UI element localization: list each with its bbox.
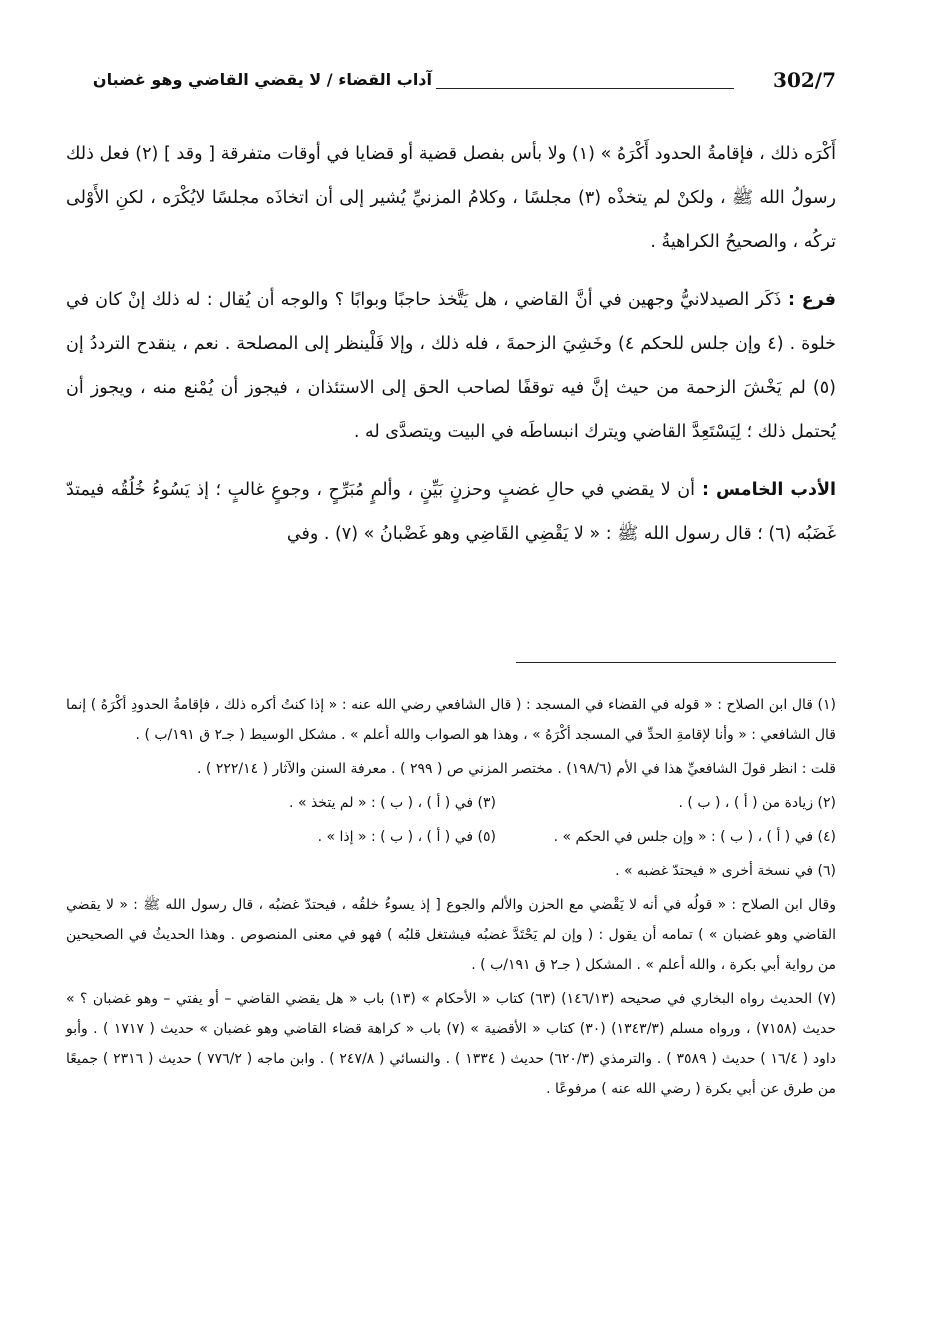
footnote: (٢) زيادة من ( أ ) ، ( ب ) . xyxy=(678,795,836,811)
paragraph-text: أن لا يقضي في حالِ غضبٍ وحزنٍ بَيِّنٍ ، وألمٍ مُبَرِّحٍ ، وجوعٍ غالبٍ ؛ إذ يَسُوءُ خُلُقُه فيمتدّ غَضَبُه (٦) ؛ قال رسول الله ﷺ : « لا يَقْضِي القَاضِي وهو غَضْبانُ » (٧) . وفي xyxy=(66,480,836,544)
footnote: (٤) في ( أ ) ، ( ب ) : « وإن جلس في الحكم » . xyxy=(553,829,836,845)
footnote: (٣) في ( أ ) ، ( ب ) : « لم يتخذ » . xyxy=(289,795,496,811)
footnote: (٥) في ( أ ) ، ( ب ) : « إذا » . xyxy=(317,829,496,845)
main-text xyxy=(66,132,836,570)
paragraph-text: ذَكَر الصيدلانيُّ وجهين في أنَّ القاضي ، هل يَتَّخذ حاجبًا وبوابًا ؟ والوجه أن يُقال : له ذلك إنْ كان في خلوة . (٤ وإن جلس للحكم ٤) وخَشِيَ الزحمةَ ، فله ذلك ، وإلا فَلْينظر إلى المصلحة . نعم ، ينقدح الترددُ إن (٥) لم يَخْشَ الزحمة من حيث إنَّ فيه توقفًا لصاحب الحق إلى الاستئذان ، فيجوز أن يُمْنع منه ، ويجوز أن يُحتمل ذلك ؛ لِيَسْتَعِدَّ القاضي ويترك انبساطَه في البيت ويتصدَّى له . xyxy=(66,290,836,442)
paragraph xyxy=(66,132,836,264)
paragraph-lead: فرع : xyxy=(781,290,836,310)
footnote: (٧) الحديث رواه البخاري في صحيحه (١٤٦/١٣) (٦٣) كتاب « الأحكام » (١٣) باب « هل يقضي القاضي – أو يفتي – وهو غضبان ؟ » حديث (٧١٥٨) ، ورواه مسلم (١٣٤٣/٣) (٣٠) كتاب « الأقضية » (٧) باب « كراهة قضاء القاضي وهو غضبان » حديث ( ١٧١٧ ) . وأبو داود ( ١٦/٤ ) حديث ( ٣٥٨٩ ) . والترمذي (٦٢٠/٣) حديث ( ١٣٣٤ ) . والنسائي ( ٢٤٧/٨ ) . وابن ماجه ( ٧٧٦/٢ ) حديث ( ٢٣١٦ ) جميعًا من طرق عن أبي بكرة ( رضي الله عنه ) مرفوعًا . xyxy=(66,991,837,1097)
footnote: (٦) في نسخة أخرى « فيحتدّ غضبه » . xyxy=(615,863,836,879)
footnote-separator xyxy=(516,662,836,663)
page-number: 302/7 xyxy=(773,68,836,92)
running-title: آداب القضاء / لا يقضي القاضي وهو غضبان xyxy=(92,70,432,89)
paragraph xyxy=(66,278,836,454)
paragraph xyxy=(66,468,836,556)
footnote-row xyxy=(66,822,836,852)
paragraph-lead: الأدب الخامس : xyxy=(694,480,836,500)
footnote: قلت : انظر قولَ الشافعيِّ هذا في الأم (١٩٨/٦) . مختصر المزني ص ( ٢٩٩ ) . معرفة السنن والآثار ( ٢٢٢/١٤ ) . xyxy=(197,761,836,777)
footnote: وقال ابن الصلاح : « قولُه في أنه لا يَقْضي مع الحزن والألم والجوع [ إذ يسوءُ خلقُه ، فيحتدّ غضبُه ، قال رسول الله ﷺ : « لا يقضي القاضي وهو غضبان » ) تمامه أن يقول : ( وإن لم يَحْتَدَّ غضبُه فيشتغل قلبُه ) فهو في معنى المنصوص . وهذا الحديثُ في الصحيحين من رواية أبي بكرة ، والله أعلم » . المشكل ( جـ٢ ق ١٩١/ب ) . xyxy=(66,897,836,973)
running-header xyxy=(60,66,836,106)
footnotes xyxy=(66,690,836,1108)
header-rule xyxy=(436,88,734,89)
footnote: (١) قال ابن الصلاح : « قوله في القضاء في المسجد : ( قال الشافعي رضي الله عنه : « إذا كنتُ أكره ذلك ، فإقامةُ الحدودِ أكْرَهُ ) إنما قال الشافعي : « وأنا لإقامةِ الحدِّ في المسجد أكْرَهُ » ، وهذا هو الصواب والله أعلم » . مشكل الوسيط ( جـ٢ ق ١٩١/ب ) . xyxy=(66,697,836,743)
footnote-row xyxy=(66,788,836,818)
paragraph-text: أَكْرَه ذلك ، فإقامةُ الحدود أَكْرَهُ » (١) ولا بأس بفصل قضية أو قضايا في أوقات متفرقة [ وقد ] (٢) فعل ذلك رسولُ الله ﷺ ، ولكنْ لم يتخذْه (٣) مجلسًا ، وكلامُ المزنيِّ يُشير إلى أن اتخاذَه مجلسًا لايُكْرَه ، لكنِ الأَوْلى تركُه ، والصحيحُ الكراهيةُ . xyxy=(66,144,837,252)
